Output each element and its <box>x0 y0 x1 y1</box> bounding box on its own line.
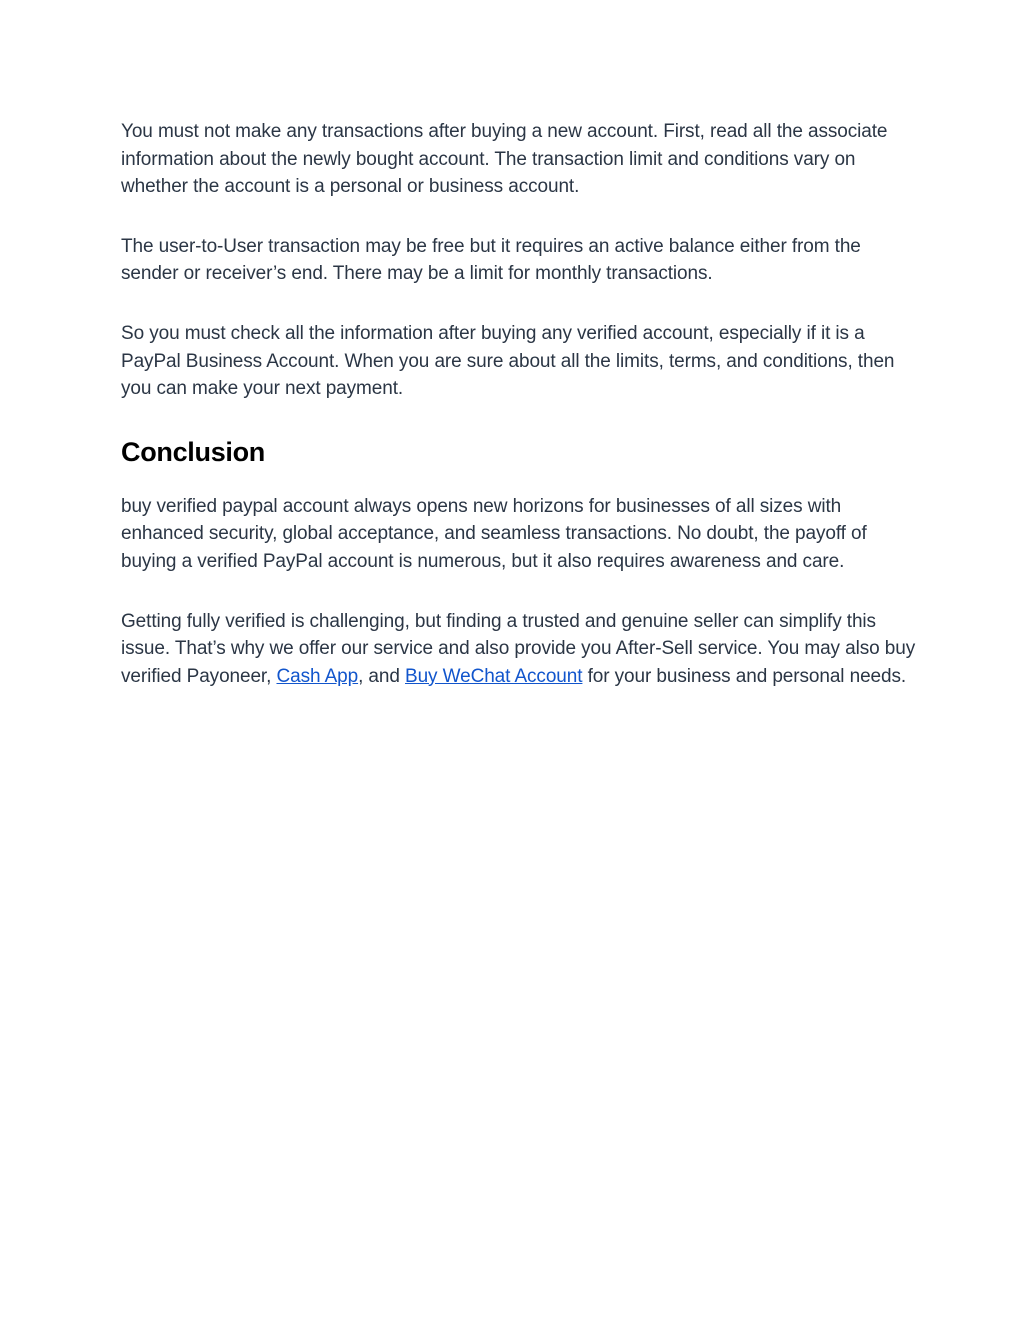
paragraph-conclusion-summary: buy verified paypal account always opens new horizons for businesses of all sizes with enhanced security, global acceptance, and seamless transactions. No doubt, the payoff of buying a verified PayPal account is numerous, but it also requires awareness and care. <box>121 495 867 572</box>
cash-app-link[interactable]: Cash App <box>276 665 359 687</box>
buy-wechat-account-link[interactable]: Buy WeChat Account <box>405 665 583 687</box>
service-text-start: Getting fully verified is challenging, but finding a trusted and genuine seller can simplify this issue. That’s why we offer our service and also provide you After-Sell service. You may also buy verified Payoneer, <box>121 610 916 687</box>
paragraph-conclusion-service <box>121 608 921 691</box>
service-text-end: for your business and personal needs. <box>582 665 907 687</box>
paragraph-check-information: So you must check all the information after buying any verified account, especially if it is a PayPal Business Account. When you are sure about all the limits, terms, and conditions, then you can make your next payment. <box>121 322 895 400</box>
conclusion-heading: Conclusion <box>121 436 265 467</box>
service-text-and: , and <box>358 665 406 687</box>
document-page <box>121 118 921 722</box>
paragraph-transactions: You must not make any transactions after buying a new account. First, read all the associate information about the newly bought account. The transaction limit and conditions vary on whether the account is a personal or business account. <box>121 121 888 198</box>
paragraph-user-to-user: The user-to-User transaction may be free but it requires an active balance either from the sender or receiver’s end. There may be a limit for monthly transactions. <box>121 235 861 285</box>
